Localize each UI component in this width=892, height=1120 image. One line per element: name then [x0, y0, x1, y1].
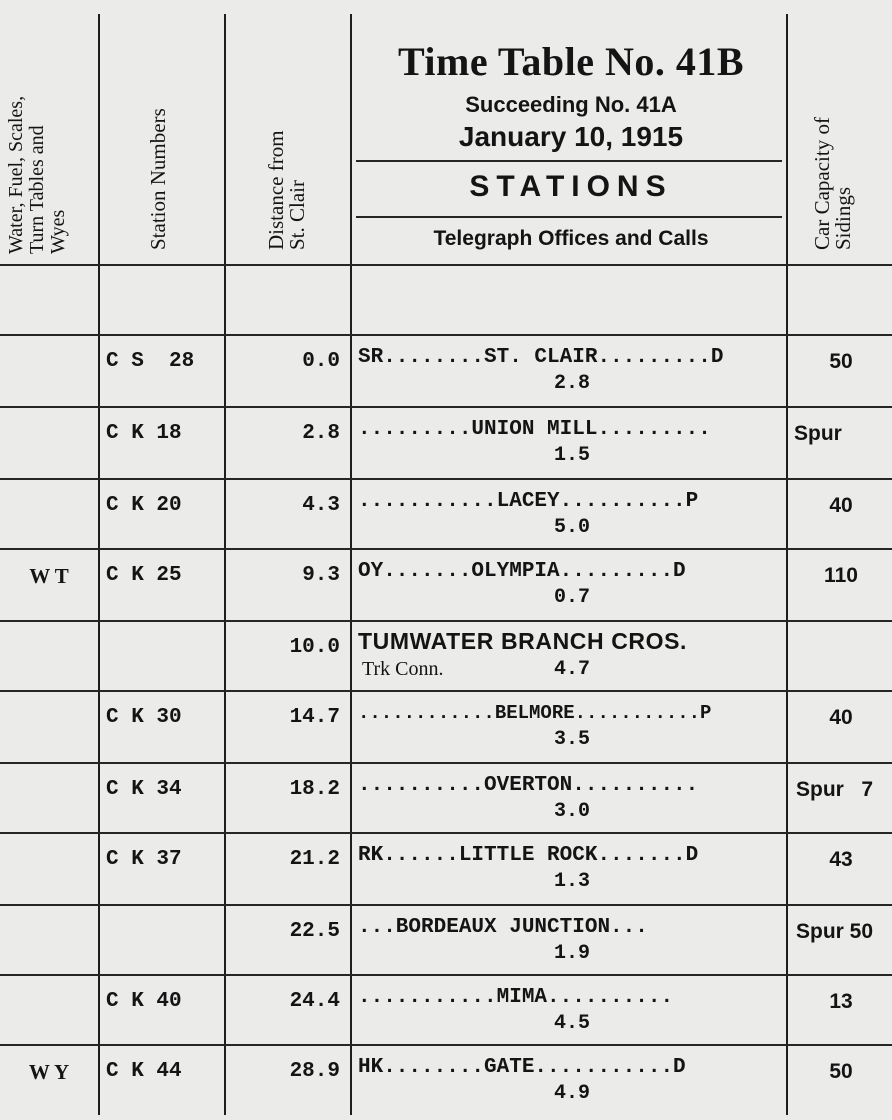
- station-name: TUMWATER BRANCH CROS.: [358, 628, 688, 654]
- table-row: [0, 1048, 892, 1120]
- header-rule-b: [356, 216, 782, 218]
- table-row: [0, 552, 892, 624]
- station-name: ...BORDEAUX JUNCTION...: [358, 916, 648, 939]
- stations-heading: STATIONS: [469, 170, 673, 203]
- car-capacity: 110: [824, 564, 858, 587]
- distance: 10.0: [289, 636, 340, 659]
- next-distance: 4.7: [553, 658, 590, 681]
- row-rule: [0, 1044, 892, 1046]
- track-connection-label: Trk Conn.: [362, 658, 444, 680]
- distance: 18.2: [289, 778, 340, 801]
- next-distance: 4.5: [553, 1012, 590, 1035]
- next-distance: 3.0: [553, 800, 590, 823]
- station-number: C K 37: [106, 848, 182, 871]
- station-name: ...........LACEY..........P: [358, 490, 699, 513]
- distance: 0.0: [302, 350, 340, 373]
- row-rule: [0, 478, 892, 480]
- water-code: W T: [29, 564, 69, 588]
- station-name: SR........ST. CLAIR.........D: [358, 346, 724, 369]
- station-name: HK........GATE...........D: [358, 1056, 686, 1079]
- water-code: W Y: [28, 1060, 70, 1084]
- table-row: [0, 482, 892, 554]
- next-distance: 1.3: [553, 870, 590, 893]
- timetable-date: January 10, 1915: [458, 121, 684, 152]
- next-distance: 0.7: [553, 586, 590, 609]
- header-rule-a: [356, 160, 782, 162]
- row-rule: [0, 406, 892, 408]
- row-rule: [0, 832, 892, 834]
- succeeding-note: Succeeding No. 41A: [465, 92, 677, 117]
- distance: 21.2: [289, 848, 340, 871]
- next-distance: 3.5: [553, 728, 590, 751]
- table-row: [0, 836, 892, 908]
- table-row: [0, 338, 892, 410]
- station-number: C K 30: [106, 706, 182, 729]
- distance: 28.9: [289, 1060, 340, 1083]
- row-rule: [0, 620, 892, 622]
- row-rule: [0, 974, 892, 976]
- station-name: ............BELMORE...........P: [358, 702, 712, 724]
- distance: 4.3: [302, 494, 340, 517]
- station-number: C K 34: [106, 778, 182, 801]
- station-name: RK......LITTLE ROCK.......D: [358, 844, 699, 867]
- table-row: [0, 410, 892, 482]
- table-top-rule: [0, 334, 892, 336]
- car-capacity: 50: [829, 350, 853, 373]
- car-capacity: 50: [829, 1060, 853, 1083]
- table-row: [0, 624, 892, 696]
- station-number: C K 25: [106, 564, 182, 587]
- distance: 24.4: [289, 990, 340, 1013]
- next-distance: 1.9: [553, 942, 590, 965]
- car-capacity: Spur: [794, 422, 842, 445]
- next-distance: 5.0: [553, 516, 590, 539]
- station-number: C S 28: [106, 350, 195, 373]
- car-capacity: 40: [829, 706, 853, 729]
- table-row: [0, 766, 892, 838]
- car-capacity: 40: [829, 494, 853, 517]
- station-name: ...........MIMA..........: [358, 986, 674, 1009]
- row-rule: [0, 904, 892, 906]
- header-water-fuel: Water, Fuel, Scales, Turn Tables and Wyes: [5, 95, 69, 254]
- distance: 14.7: [289, 706, 340, 729]
- row-rule: [0, 690, 892, 692]
- distance: 9.3: [302, 564, 340, 587]
- next-distance: 4.9: [553, 1082, 590, 1105]
- distance: 22.5: [289, 920, 340, 943]
- table-row: [0, 694, 892, 766]
- next-distance: 2.8: [553, 372, 590, 395]
- car-capacity: Spur 50: [796, 920, 874, 943]
- distance: 2.8: [302, 422, 340, 445]
- header-distance: Distance from St. Clair: [264, 130, 309, 250]
- station-name: .........UNION MILL.........: [358, 418, 711, 441]
- station-number: C K 20: [106, 494, 182, 517]
- station-name: OY.......OLYMPIA.........D: [358, 560, 686, 583]
- station-number: C K 44: [106, 1060, 182, 1083]
- car-capacity: 43: [829, 848, 853, 871]
- car-capacity: Spur 7: [796, 778, 874, 801]
- table-row: [0, 908, 892, 980]
- header-bottom-rule: [0, 264, 892, 266]
- row-rule: [0, 548, 892, 550]
- station-number: C K 40: [106, 990, 182, 1013]
- header-car-capacity: Car Capacity of Sidings: [810, 117, 855, 250]
- table-row: [0, 978, 892, 1050]
- telegraph-heading: Telegraph Offices and Calls: [433, 227, 709, 250]
- car-capacity: 13: [829, 990, 853, 1013]
- timetable-title: Time Table No. 41B: [397, 39, 745, 84]
- station-name: ..........OVERTON..........: [358, 774, 699, 797]
- station-number: C K 18: [106, 422, 182, 445]
- next-distance: 1.5: [553, 444, 590, 467]
- header-station-numbers: Station Numbers: [146, 108, 170, 250]
- row-rule: [0, 762, 892, 764]
